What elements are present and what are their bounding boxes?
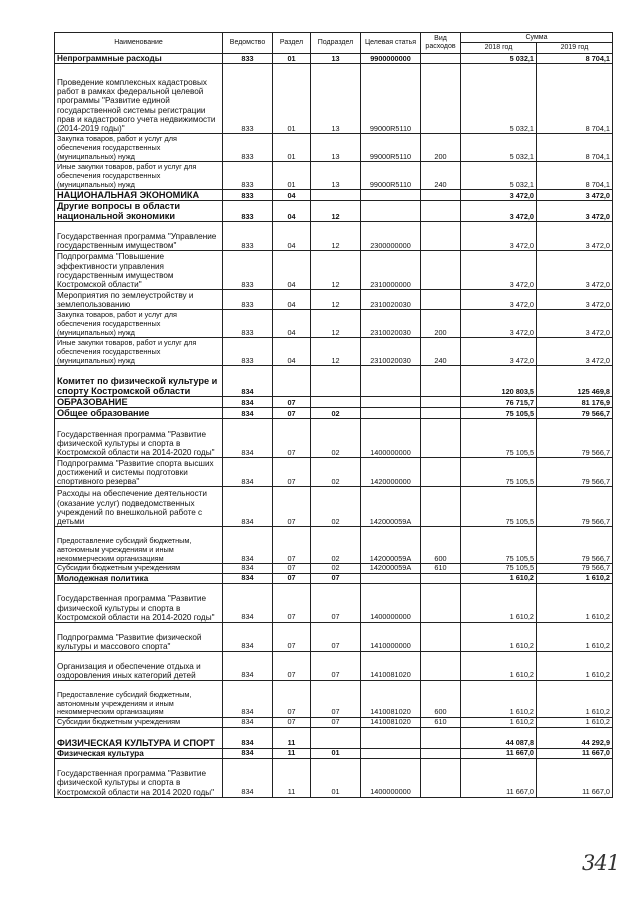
cell-razdel: 07 [273, 527, 311, 564]
cell-expense-type: 600 [421, 681, 461, 718]
cell-expense-type [421, 201, 461, 222]
table-row [55, 290, 613, 310]
cell-vedomstvo: 834 [223, 652, 273, 681]
cell-name: Государственная программа "Развитие физической культуры и спорта в Костромской области на 2014 2020 годы" [55, 758, 223, 797]
cell-sum-2019: 79 566,7 [537, 458, 613, 487]
cell-sum-2019: 3 472,0 [537, 190, 613, 201]
cell-podrazdel: 13 [311, 64, 361, 134]
cell-razdel: 07 [273, 573, 311, 583]
cell-razdel: 04 [273, 201, 311, 222]
cell-vedomstvo: 833 [223, 64, 273, 134]
table-row [55, 251, 613, 290]
cell-sum-2018: 5 032,1 [461, 162, 537, 190]
cell-target-article [361, 366, 421, 397]
cell-podrazdel: 13 [311, 134, 361, 162]
cell-sum-2019: 8 704,1 [537, 64, 613, 134]
cell-sum-2018: 75 105,5 [461, 527, 537, 564]
cell-sum-2019: 1 610,2 [537, 718, 613, 728]
cell-name: Субсидии бюджетным учреждениям [55, 718, 223, 728]
cell-podrazdel: 07 [311, 681, 361, 718]
cell-sum-2019: 44 292,9 [537, 727, 613, 748]
cell-sum-2019: 1 610,2 [537, 623, 613, 652]
cell-target-article: 2300000000 [361, 222, 421, 251]
cell-podrazdel: 07 [311, 623, 361, 652]
cell-vedomstvo: 834 [223, 573, 273, 583]
table-row [55, 366, 613, 397]
cell-name: Иные закупки товаров, работ и услуг для обеспечения государственных (муниципальных) нужд [55, 162, 223, 190]
cell-razdel: 07 [273, 397, 311, 408]
cell-target-article: 1400000000 [361, 419, 421, 458]
cell-name: ОБРАЗОВАНИЕ [55, 397, 223, 408]
cell-sum-2019: 3 472,0 [537, 251, 613, 290]
table-row [55, 162, 613, 190]
cell-podrazdel: 12 [311, 201, 361, 222]
cell-razdel: 01 [273, 54, 311, 64]
cell-razdel: 07 [273, 681, 311, 718]
cell-expense-type [421, 408, 461, 419]
cell-sum-2019: 1 610,2 [537, 584, 613, 623]
cell-sum-2018: 75 105,5 [461, 458, 537, 487]
cell-sum-2018: 3 472,0 [461, 222, 537, 251]
table-row [55, 338, 613, 366]
cell-sum-2018: 75 105,5 [461, 408, 537, 419]
table-body [55, 54, 613, 798]
cell-sum-2019: 3 472,0 [537, 222, 613, 251]
cell-razdel: 07 [273, 408, 311, 419]
table-row [55, 458, 613, 487]
table-row [55, 748, 613, 758]
cell-target-article: 99000R5110 [361, 64, 421, 134]
cell-vedomstvo: 833 [223, 222, 273, 251]
cell-vedomstvo: 833 [223, 190, 273, 201]
cell-podrazdel: 12 [311, 310, 361, 338]
cell-podrazdel: 02 [311, 527, 361, 564]
cell-vedomstvo: 834 [223, 681, 273, 718]
cell-expense-type [421, 458, 461, 487]
header-name: Наименование [55, 33, 223, 54]
cell-vedomstvo: 834 [223, 487, 273, 527]
table-row [55, 201, 613, 222]
cell-sum-2018: 1 610,2 [461, 652, 537, 681]
cell-podrazdel [311, 397, 361, 408]
cell-expense-type [421, 54, 461, 64]
cell-target-article: 1400000000 [361, 584, 421, 623]
cell-sum-2018: 1 610,2 [461, 623, 537, 652]
cell-target-article: 2310020030 [361, 290, 421, 310]
cell-vedomstvo: 834 [223, 718, 273, 728]
cell-sum-2018: 3 472,0 [461, 310, 537, 338]
table-row [55, 310, 613, 338]
table-row [55, 408, 613, 419]
cell-sum-2018: 76 715,7 [461, 397, 537, 408]
cell-vedomstvo: 833 [223, 162, 273, 190]
cell-razdel: 07 [273, 458, 311, 487]
budget-table [54, 32, 613, 798]
cell-podrazdel: 01 [311, 758, 361, 797]
page-number: 341 [582, 851, 620, 875]
cell-expense-type [421, 290, 461, 310]
cell-razdel: 07 [273, 623, 311, 652]
cell-target-article [361, 727, 421, 748]
cell-vedomstvo: 833 [223, 251, 273, 290]
cell-vedomstvo: 833 [223, 54, 273, 64]
cell-sum-2019: 8 704,1 [537, 54, 613, 64]
cell-name: Проведение комплексных кадастровых работ в рамках федеральной целевой программы "Развитие единой государственной системы регистрации прав и кадастрового учета недвижимости (2014-2019 годы)" [55, 64, 223, 134]
cell-expense-type [421, 222, 461, 251]
cell-podrazdel: 12 [311, 338, 361, 366]
cell-vedomstvo: 833 [223, 310, 273, 338]
cell-name: Подпрограмма "Развитие спорта высших достижений и системы подготовки спортивного резерва" [55, 458, 223, 487]
cell-target-article [361, 397, 421, 408]
cell-razdel: 11 [273, 748, 311, 758]
cell-sum-2018: 75 105,5 [461, 487, 537, 527]
cell-target-article: 142000059A [361, 564, 421, 574]
cell-razdel: 04 [273, 222, 311, 251]
cell-podrazdel: 13 [311, 54, 361, 64]
cell-vedomstvo: 833 [223, 134, 273, 162]
cell-name: Мероприятия по землеустройству и землепользованию [55, 290, 223, 310]
cell-name: Непрограммные расходы [55, 54, 223, 64]
cell-name: Организация и обеспечение отдыха и оздоровления иных категорий детей [55, 652, 223, 681]
cell-vedomstvo: 834 [223, 527, 273, 564]
cell-expense-type [421, 758, 461, 797]
cell-expense-type [421, 623, 461, 652]
cell-vedomstvo: 833 [223, 290, 273, 310]
cell-podrazdel: 07 [311, 718, 361, 728]
cell-expense-type: 610 [421, 718, 461, 728]
cell-target-article: 142000059A [361, 527, 421, 564]
cell-sum-2018: 3 472,0 [461, 190, 537, 201]
cell-razdel: 07 [273, 487, 311, 527]
cell-sum-2019: 8 704,1 [537, 162, 613, 190]
cell-sum-2019: 3 472,0 [537, 310, 613, 338]
header-razdel: Раздел [273, 33, 311, 54]
cell-razdel [273, 366, 311, 397]
cell-target-article [361, 748, 421, 758]
cell-sum-2019: 11 667,0 [537, 748, 613, 758]
cell-podrazdel: 02 [311, 564, 361, 574]
table-row [55, 564, 613, 574]
cell-expense-type: 600 [421, 527, 461, 564]
cell-target-article: 1410081020 [361, 652, 421, 681]
cell-sum-2019: 79 566,7 [537, 408, 613, 419]
table-row [55, 727, 613, 748]
cell-vedomstvo: 834 [223, 458, 273, 487]
cell-podrazdel: 12 [311, 222, 361, 251]
cell-sum-2018: 3 472,0 [461, 290, 537, 310]
cell-vedomstvo: 834 [223, 584, 273, 623]
cell-expense-type [421, 727, 461, 748]
cell-target-article: 2310020030 [361, 310, 421, 338]
header-year-2019: 2019 год [537, 43, 613, 54]
table-row [55, 222, 613, 251]
cell-sum-2018: 3 472,0 [461, 251, 537, 290]
cell-podrazdel: 13 [311, 162, 361, 190]
cell-sum-2018: 44 087,8 [461, 727, 537, 748]
cell-podrazdel: 07 [311, 584, 361, 623]
cell-name: Предоставление субсидий бюджетным, автономным учреждениям и иным некоммерческим организациям [55, 527, 223, 564]
cell-sum-2018: 1 610,2 [461, 718, 537, 728]
cell-expense-type [421, 573, 461, 583]
cell-sum-2019: 79 566,7 [537, 419, 613, 458]
cell-target-article [361, 201, 421, 222]
cell-podrazdel: 02 [311, 419, 361, 458]
cell-sum-2019: 79 566,7 [537, 527, 613, 564]
cell-razdel: 07 [273, 652, 311, 681]
cell-sum-2018: 3 472,0 [461, 338, 537, 366]
table-row [55, 64, 613, 134]
cell-name: Комитет по физической культуре и спорту Костромской области [55, 366, 223, 397]
cell-podrazdel: 07 [311, 652, 361, 681]
cell-target-article: 9900000000 [361, 54, 421, 64]
cell-sum-2018: 5 032,1 [461, 54, 537, 64]
cell-sum-2019: 79 566,7 [537, 487, 613, 527]
cell-podrazdel: 02 [311, 487, 361, 527]
cell-podrazdel: 01 [311, 748, 361, 758]
table-row [55, 681, 613, 718]
cell-sum-2018: 5 032,1 [461, 134, 537, 162]
cell-vedomstvo: 834 [223, 748, 273, 758]
cell-sum-2018: 11 667,0 [461, 758, 537, 797]
cell-expense-type: 240 [421, 338, 461, 366]
cell-expense-type [421, 366, 461, 397]
cell-podrazdel [311, 366, 361, 397]
cell-name: НАЦИОНАЛЬНАЯ ЭКОНОМИКА [55, 190, 223, 201]
cell-name: Субсидии бюджетным учреждениям [55, 564, 223, 574]
cell-target-article: 1400000000 [361, 758, 421, 797]
cell-vedomstvo: 834 [223, 408, 273, 419]
cell-razdel: 04 [273, 251, 311, 290]
cell-sum-2018: 75 105,5 [461, 564, 537, 574]
cell-name: Подпрограмма "Повышение эффективности управления государственным имуществом Костромской области" [55, 251, 223, 290]
cell-name: Государственная программа "Развитие физической культуры и спорта в Костромской области на 2014-2020 годы" [55, 584, 223, 623]
cell-name: ФИЗИЧЕСКАЯ КУЛЬТУРА И СПОРТ [55, 727, 223, 748]
cell-target-article: 1410000000 [361, 623, 421, 652]
cell-name: Государственная программа "Развитие физической культуры и спорта в Костромской области на 2014-2020 годы" [55, 419, 223, 458]
cell-vedomstvo: 834 [223, 758, 273, 797]
cell-name: Подпрограмма "Развитие физической культуры и массового спорта" [55, 623, 223, 652]
cell-expense-type [421, 652, 461, 681]
cell-razdel: 04 [273, 290, 311, 310]
header-target-article: Целевая статья [361, 33, 421, 54]
cell-target-article [361, 573, 421, 583]
cell-target-article: 99000R5110 [361, 162, 421, 190]
cell-sum-2019: 79 566,7 [537, 564, 613, 574]
cell-target-article [361, 190, 421, 201]
cell-sum-2018: 1 610,2 [461, 584, 537, 623]
cell-target-article: 2310020030 [361, 338, 421, 366]
cell-sum-2018: 1 610,2 [461, 573, 537, 583]
cell-razdel: 04 [273, 190, 311, 201]
cell-razdel: 01 [273, 134, 311, 162]
cell-sum-2019: 1 610,2 [537, 652, 613, 681]
cell-name: Закупка товаров, работ и услуг для обеспечения государственных (муниципальных) нужд [55, 310, 223, 338]
cell-sum-2019: 81 176,9 [537, 397, 613, 408]
cell-name: Расходы на обеспечение деятельности (оказание услуг) подведомственных учреждений по внешкольной работе с детьми [55, 487, 223, 527]
table-row [55, 397, 613, 408]
cell-expense-type: 200 [421, 134, 461, 162]
cell-expense-type [421, 190, 461, 201]
table-row [55, 487, 613, 527]
table-row [55, 54, 613, 64]
cell-sum-2019: 11 667,0 [537, 758, 613, 797]
cell-sum-2019: 8 704,1 [537, 134, 613, 162]
cell-podrazdel [311, 190, 361, 201]
cell-podrazdel: 12 [311, 251, 361, 290]
cell-expense-type: 610 [421, 564, 461, 574]
cell-name: Государственная программа "Управление государственным имуществом" [55, 222, 223, 251]
cell-sum-2018: 3 472,0 [461, 201, 537, 222]
cell-podrazdel: 02 [311, 458, 361, 487]
table-row [55, 623, 613, 652]
cell-expense-type [421, 584, 461, 623]
cell-podrazdel: 02 [311, 408, 361, 419]
table-row [55, 190, 613, 201]
cell-sum-2019: 3 472,0 [537, 338, 613, 366]
cell-razdel: 07 [273, 419, 311, 458]
cell-expense-type [421, 64, 461, 134]
cell-target-article: 142000059A [361, 487, 421, 527]
table-row [55, 527, 613, 564]
cell-target-article: 1410081020 [361, 718, 421, 728]
header-expense-type: Вид расходов [421, 33, 461, 54]
cell-name: Другие вопросы в области национальной экономики [55, 201, 223, 222]
cell-target-article [361, 408, 421, 419]
cell-expense-type [421, 419, 461, 458]
header-sum: Сумма [461, 33, 613, 43]
table-row [55, 652, 613, 681]
cell-razdel: 01 [273, 162, 311, 190]
cell-sum-2019: 3 472,0 [537, 201, 613, 222]
cell-name: Физическая культура [55, 748, 223, 758]
cell-razdel: 07 [273, 564, 311, 574]
cell-vedomstvo: 834 [223, 397, 273, 408]
cell-target-article: 99000R5110 [361, 134, 421, 162]
cell-sum-2019: 125 469,8 [537, 366, 613, 397]
table-row [55, 758, 613, 797]
cell-vedomstvo: 833 [223, 338, 273, 366]
cell-vedomstvo: 834 [223, 727, 273, 748]
header-vedomstvo: Ведомство [223, 33, 273, 54]
cell-podrazdel: 07 [311, 573, 361, 583]
cell-razdel: 11 [273, 758, 311, 797]
cell-vedomstvo: 834 [223, 564, 273, 574]
cell-sum-2018: 1 610,2 [461, 681, 537, 718]
cell-target-article: 1420000000 [361, 458, 421, 487]
cell-vedomstvo: 833 [223, 201, 273, 222]
table-row [55, 584, 613, 623]
cell-expense-type [421, 251, 461, 290]
cell-name: Иные закупки товаров, работ и услуг для обеспечения государственных (муниципальных) нужд [55, 338, 223, 366]
table-row [55, 134, 613, 162]
cell-expense-type [421, 748, 461, 758]
cell-name: Молодежная политика [55, 573, 223, 583]
cell-podrazdel: 12 [311, 290, 361, 310]
cell-sum-2018: 120 803,5 [461, 366, 537, 397]
cell-sum-2018: 11 667,0 [461, 748, 537, 758]
cell-name: Общее образование [55, 408, 223, 419]
cell-razdel: 07 [273, 718, 311, 728]
cell-sum-2019: 3 472,0 [537, 290, 613, 310]
table-row [55, 718, 613, 728]
header-year-2018: 2018 год [461, 43, 537, 54]
cell-sum-2019: 1 610,2 [537, 681, 613, 718]
cell-vedomstvo: 834 [223, 623, 273, 652]
cell-razdel: 01 [273, 64, 311, 134]
cell-expense-type: 200 [421, 310, 461, 338]
cell-expense-type: 240 [421, 162, 461, 190]
cell-sum-2018: 75 105,5 [461, 419, 537, 458]
cell-vedomstvo: 834 [223, 419, 273, 458]
cell-sum-2019: 1 610,2 [537, 573, 613, 583]
table-row [55, 419, 613, 458]
budget-table-sheet [54, 32, 612, 798]
cell-name: Закупка товаров, работ и услуг для обеспечения государственных (муниципальных) нужд [55, 134, 223, 162]
cell-podrazdel [311, 727, 361, 748]
cell-razdel: 04 [273, 338, 311, 366]
cell-sum-2018: 5 032,1 [461, 64, 537, 134]
cell-target-article: 2310000000 [361, 251, 421, 290]
table-row [55, 573, 613, 583]
header-podrazdel: Подраздел [311, 33, 361, 54]
cell-expense-type [421, 397, 461, 408]
cell-razdel: 11 [273, 727, 311, 748]
cell-expense-type [421, 487, 461, 527]
cell-razdel: 04 [273, 310, 311, 338]
cell-vedomstvo: 834 [223, 366, 273, 397]
cell-razdel: 07 [273, 584, 311, 623]
cell-name: Предоставление субсидий бюджетным, автономным учреждениям и иным некоммерческим организациям [55, 681, 223, 718]
cell-target-article: 1410081020 [361, 681, 421, 718]
